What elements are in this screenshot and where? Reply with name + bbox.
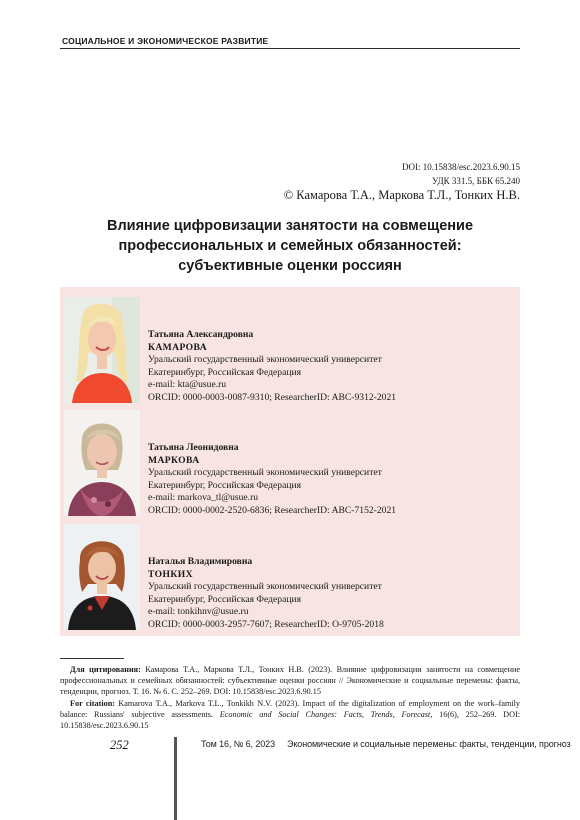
section-header: СОЦИАЛЬНОЕ И ЭКОНОМИЧЕСКОЕ РАЗВИТИЕ [62,36,269,46]
author-location: Екатеринбург, Российская Федерация [148,479,302,491]
authors-panel [60,287,520,636]
author-first-name: Наталья Владимировна [148,556,253,567]
footer-journal-name: Экономические и социальные перемены: факты, тенденции, прогноз [286,739,571,749]
citation-ru-label: Для цитирования: [70,665,141,674]
header-divider [60,48,520,49]
footer-divider [174,737,177,820]
author-info [148,329,396,405]
article-title [60,216,520,276]
author-photo [64,410,140,516]
author-last-name: КАМАРОВА [148,341,208,353]
author-card [60,410,520,520]
citation-en-label: For citation: [70,699,115,708]
author-affiliation: Уральский государственный экономический университет [148,581,382,593]
citation-en-journal: Economic and Social Changes: Facts, Trends, Forecast [219,709,431,719]
citation-russian [60,665,520,697]
author-email[interactable]: e-mail: markova_tl@usue.ru [148,492,259,504]
author-photo-image [64,297,140,403]
title-line-2: профессиональных и семейных обязанностей: [118,238,462,254]
page-number: 252 [110,738,129,752]
author-last-name: МАРКОВА [148,454,200,466]
author-photo-image [64,524,140,630]
author-photo [64,524,140,630]
author-info [148,556,384,632]
citation-ru-text: Камарова Т.А., Маркова Т.Л., Тонких Н.В. (2023). Влияние цифровизации занятости на совмещение профессиональных и семейных обязанностей: субъективные оценки россиян // Экономические и социальные перемены: факты, тенденции, прогноз. Т. 16. № 6. С. 252–269. DOI: 10.15838/esc.2023.6.90.15 [60,665,521,696]
citation-en-text: Kamarova T.A., Markova T.L., Tonkikh N.V. (2023). Impact of the digitalization of employment on the work–family balance: Russians' subjective assessments. [60,699,521,719]
citation-english [60,699,520,731]
footnote-divider [60,658,124,659]
author-last-name: ТОНКИХ [148,568,193,580]
title-line-1: Влияние цифровизации занятости на совмещение [106,218,474,234]
author-photo-image [64,410,140,516]
title-line-3: субъективные оценки россиян [178,258,402,274]
copyright-authors: © Камарова Т.А., Маркова Т.Л., Тонких Н.В. [283,188,520,202]
author-card [60,524,520,634]
footer-volume: Том 16, № 6, 2023 [201,739,275,749]
doi: DOI: 10.15838/esc.2023.6.90.15 [402,162,520,172]
author-location: Екатеринбург, Российская Федерация [148,593,302,605]
author-ids: ORCID: 0000-0002-2520-6836; ResearcherID: ABC-7152-2021 [148,504,397,516]
author-email[interactable]: e-mail: kta@usue.ru [148,379,227,391]
author-ids: ORCID: 0000-0003-0087-9310; ResearcherID: ABC-9312-2021 [148,391,397,403]
author-info [148,442,396,518]
author-affiliation: Уральский государственный экономический университет [148,467,382,479]
author-card [60,297,520,407]
author-email[interactable]: e-mail: tonkihnv@usue.ru [148,606,249,618]
author-first-name: Татьяна Леонидовна [148,442,239,453]
author-affiliation: Уральский государственный экономический университет [148,354,382,366]
author-first-name: Татьяна Александровна [148,329,254,340]
author-location: Екатеринбург, Российская Федерация [148,366,302,378]
author-ids: ORCID: 0000-0003-2957-7607; ResearcherID: O-9705-2018 [148,618,384,630]
citation-en-details: , 16(6), 252–269. DOI: 10.15838/esc.2023.6.90.15 [60,709,520,730]
author-photo [64,297,140,403]
udk-code: УДК 331.5, ББК 65.240 [432,176,520,186]
footer-journal-info [201,739,571,749]
